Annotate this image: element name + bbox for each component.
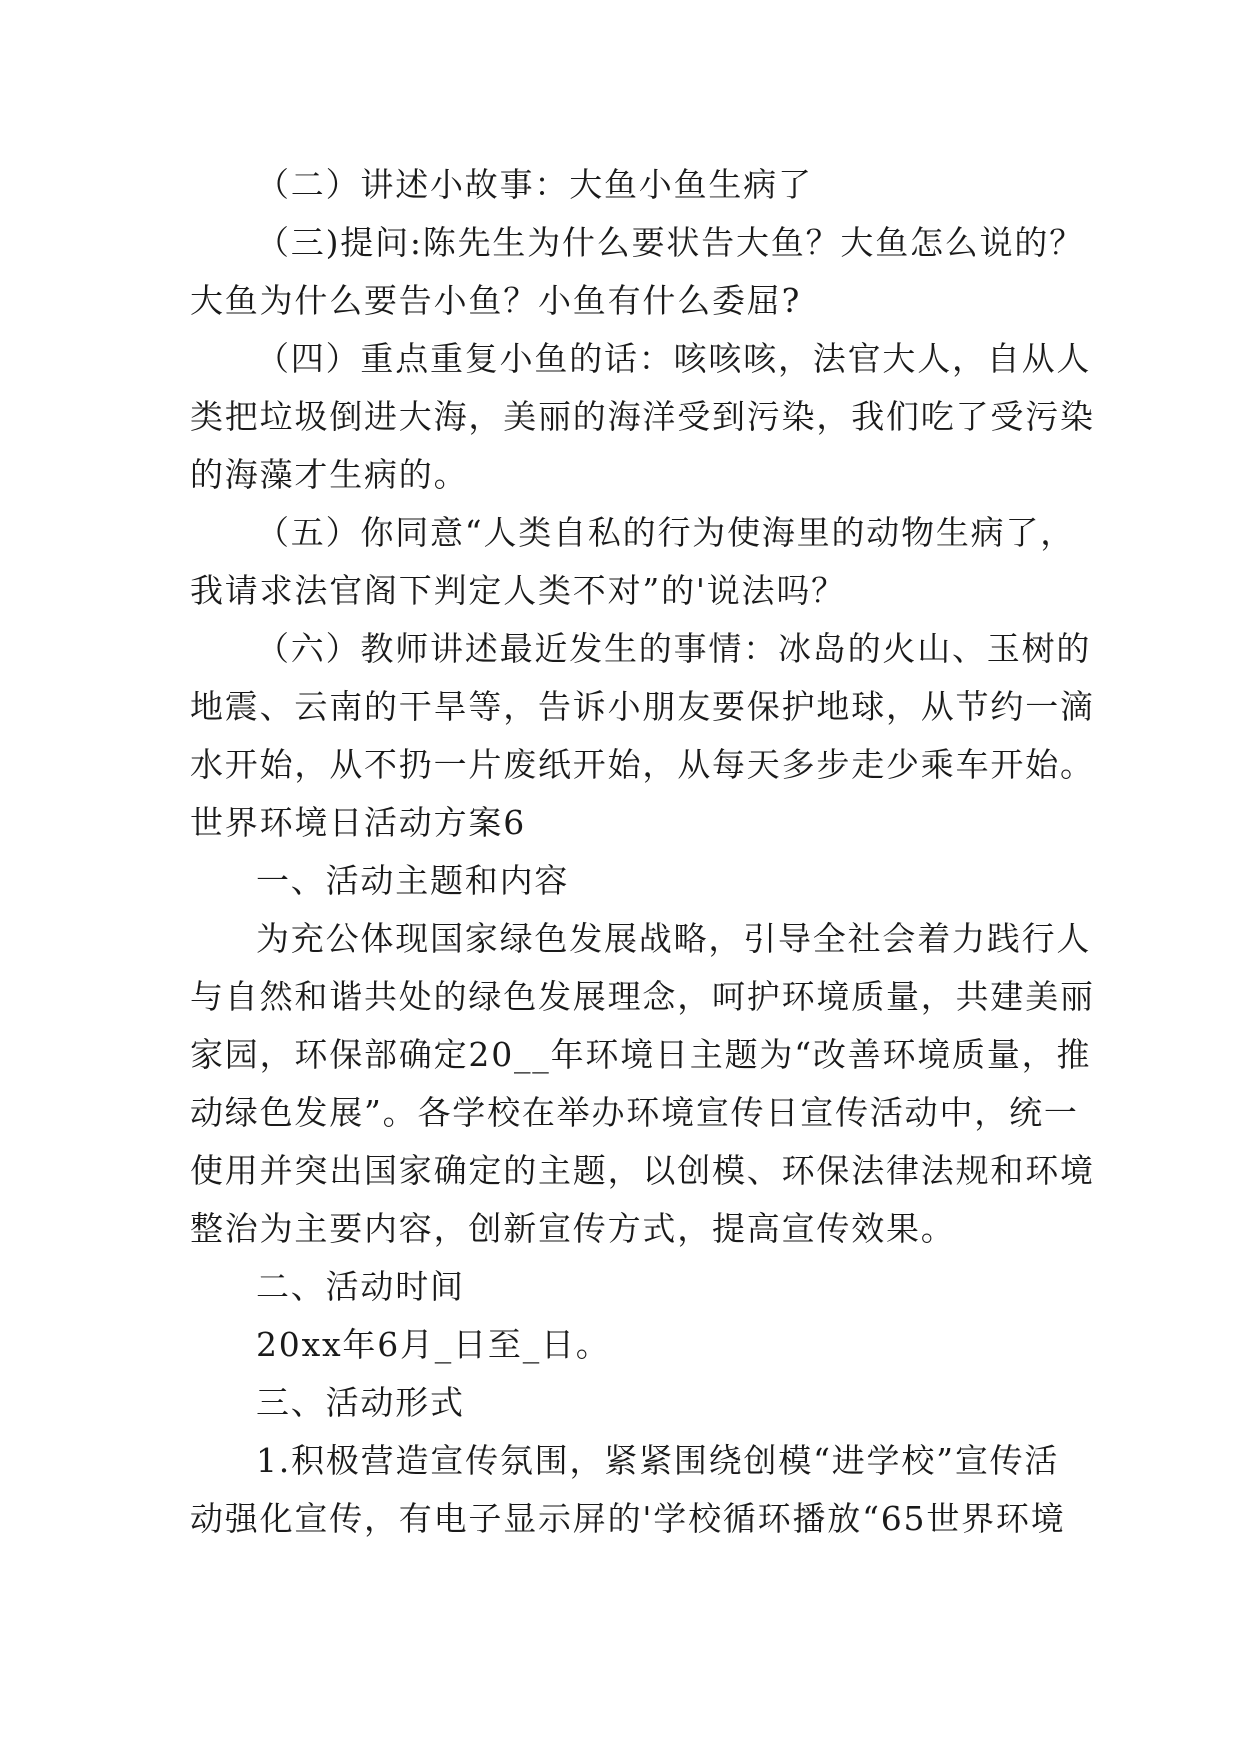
section-heading: 三、活动形式 bbox=[256, 1383, 465, 1422]
paragraph-line: 整治为主要内容，创新宣传方式，提高宣传效果。 bbox=[190, 1209, 956, 1248]
paragraph-line: 的海藻才生病的。 bbox=[190, 455, 469, 494]
paragraph-line: 我请求法官阁下判定人类不对”的'说法吗？ bbox=[190, 571, 846, 610]
paragraph-line: 水开始，从不扔一片废纸开始，从每天多步走少乘车开始。 bbox=[190, 745, 1095, 784]
paragraph-line: 为充公体现国家绿色发展战略，引导全社会着力践行人 bbox=[256, 919, 1092, 958]
paragraph-line: 动绿色发展”。各学校在举办环境宣传日宣传活动中，统一 bbox=[190, 1093, 1079, 1132]
section-heading: 一、活动主题和内容 bbox=[256, 861, 570, 900]
paragraph-line: 大鱼为什么要告小鱼？小鱼有什么委屈? bbox=[190, 281, 802, 320]
paragraph-line: （二）讲述小故事：大鱼小鱼生病了 bbox=[256, 165, 813, 204]
paragraph-line: （六）教师讲述最近发生的事情：冰岛的火山、玉树的 bbox=[256, 629, 1092, 668]
paragraph-line: 类把垃圾倒进大海，美丽的海洋受到污染，我们吃了受污染 bbox=[190, 397, 1095, 436]
paragraph-line: （三)提问:陈先生为什么要状告大鱼？大鱼怎么说的？ bbox=[256, 223, 1084, 262]
paragraph-line: 20xx年6月_日至_日。 bbox=[256, 1325, 611, 1364]
paragraph-line: 动强化宣传，有电子显示屏的'学校循环播放“65世界环境 bbox=[190, 1499, 1066, 1538]
section-heading: 二、活动时间 bbox=[256, 1267, 465, 1306]
paragraph-line: 家园，环保部确定20__年环境日主题为“改善环境质量，推 bbox=[190, 1035, 1092, 1074]
paragraph-line: （五）你同意“人类自私的行为使海里的动物生病了， bbox=[256, 513, 1076, 552]
section-title: 世界环境日活动方案6 bbox=[190, 803, 526, 842]
paragraph-line: （四）重点重复小鱼的话：咳咳咳，法官大人，自从人 bbox=[256, 339, 1092, 378]
paragraph-line: 与自然和谐共处的绿色发展理念，呵护环境质量，共建美丽 bbox=[190, 977, 1095, 1016]
paragraph-line: 地震、云南的干旱等，告诉小朋友要保护地球，从节约一滴 bbox=[190, 687, 1095, 726]
paragraph-line: 使用并突出国家确定的主题，以创模、环保法律法规和环境 bbox=[190, 1151, 1095, 1190]
paragraph-line: 1.积极营造宣传氛围，紧紧围绕创模“进学校”宣传活 bbox=[256, 1441, 1060, 1480]
